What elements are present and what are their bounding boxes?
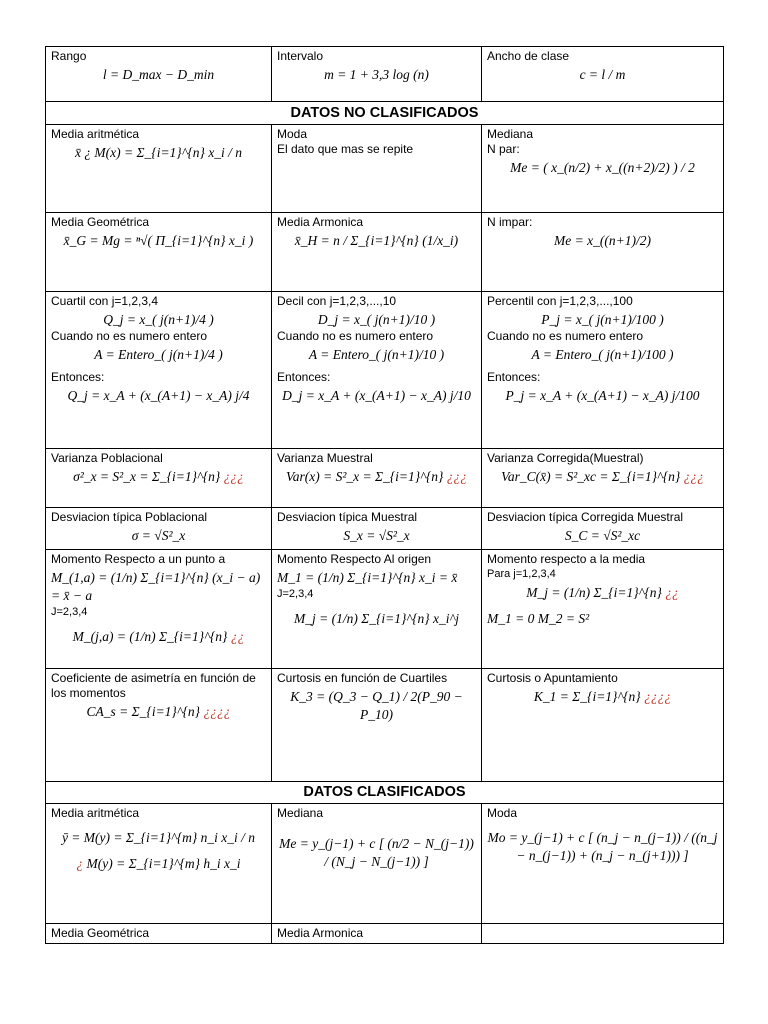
formula-text: M(y) = Σ_{i=1}^{m} h_i x_i xyxy=(86,856,241,871)
cell-label: Rango xyxy=(51,49,87,63)
cell-label: Cuartil con j=1,2,3,4 xyxy=(51,294,159,308)
formula: A = Entero_( j(n+1)/10 ) xyxy=(308,347,445,362)
formula: P_j = x_A + (x_(A+1) − x_A) j/100 xyxy=(505,388,700,403)
formula: Me = ( x_(n/2) + x_((n+2)/2) ) / 2 xyxy=(510,160,695,175)
cell-note: J=2,3,4 xyxy=(51,606,88,618)
cell-desviacion-poblacional xyxy=(46,508,272,550)
cell-note: Cuando no es numero entero xyxy=(277,329,434,343)
cell-percentil xyxy=(482,292,724,449)
formula: Q_j = x_( j(n+1)/4 ) xyxy=(103,312,214,327)
cell-label: Varianza Muestral xyxy=(277,451,373,465)
formula: c = l / m xyxy=(579,67,626,82)
cell-varianza-muestral xyxy=(272,449,482,508)
cell-label: Decil con j=1,2,3,...,10 xyxy=(277,294,397,308)
formula: D_j = x_( j(n+1)/10 ) xyxy=(317,312,436,327)
cell-ancho-clase xyxy=(482,47,724,102)
formula: Me = y_(j−1) + c [ (n/2 − N_(j−1)) / (N_j − N_(j−1)) ] xyxy=(279,836,474,869)
table-row xyxy=(46,508,724,550)
formula: P_j = x_( j(n+1)/100 ) xyxy=(541,312,664,327)
cell-note: Cuando no es numero entero xyxy=(51,329,208,343)
cell-label: Curtosis o Apuntamiento xyxy=(487,671,618,685)
cell-desviacion-corregida xyxy=(482,508,724,550)
cell-label: Momento Respecto Al origen xyxy=(277,552,432,566)
cell-label: Desviacion típica Poblacional xyxy=(51,510,208,524)
cell-label: Intervalo xyxy=(277,49,324,63)
formula: Me = x_((n+1)/2) xyxy=(554,233,651,248)
garbled-glyphs: ¿¿¿ xyxy=(223,469,244,484)
cell-label: Momento Respecto a un punto a xyxy=(51,552,226,566)
cell-label: Media Armonica xyxy=(277,926,364,940)
cell-curtosis-cuartiles xyxy=(272,669,482,782)
cell-c-media-aritmetica xyxy=(46,804,272,924)
cell-media-aritmetica xyxy=(46,125,272,213)
formula: x̄_G = Mg = ⁿ√( Π_{i=1}^{n} x_i ) xyxy=(63,233,254,248)
formula xyxy=(51,628,266,646)
table-row xyxy=(46,292,724,449)
section-heading: DATOS CLASIFICADOS xyxy=(46,782,724,804)
cell-label: Varianza Poblacional xyxy=(51,451,163,465)
cell-label: Mediana xyxy=(487,127,534,141)
table-row xyxy=(46,102,724,125)
formula xyxy=(51,703,266,721)
cell-label: Desviacion típica Corregida Muestral xyxy=(487,510,684,524)
table-row xyxy=(46,924,724,944)
garbled-glyphs: ¿¿ xyxy=(230,629,245,644)
cell-label: Coeficiente de asimetría en función de los momentos xyxy=(51,671,256,700)
formula: Mo = y_(j−1) + c [ (n_j − n_(j−1)) / ((n_j − n_(j−1)) + (n_j − n_(j+1))) ] xyxy=(487,830,718,863)
cell-media-armonica xyxy=(272,213,482,292)
formula: x̄_H = n / Σ_{i=1}^{n} (1/x_i) xyxy=(294,233,459,248)
table-row xyxy=(46,782,724,804)
formula-text: σ²_x = S²_x = Σ_{i=1}^{n} xyxy=(73,469,221,484)
cell-mediana xyxy=(482,125,724,213)
table-row xyxy=(46,550,724,669)
cell-label: Moda xyxy=(277,127,308,141)
formula-text: M_j = (1/n) Σ_{i=1}^{n} xyxy=(526,585,662,600)
cell-media-geometrica xyxy=(46,213,272,292)
cell-label: Momento respecto a la media xyxy=(487,552,646,566)
cell-note: Entonces: xyxy=(277,370,331,384)
formula: S_C = √S²_xc xyxy=(564,528,641,543)
formula: m = 1 + 3,3 log (n) xyxy=(324,67,429,82)
cell-label: Percentil con j=1,2,3,...,100 xyxy=(487,294,633,308)
formula-text: CA_s = Σ_{i=1}^{n} xyxy=(86,704,201,719)
cell-empty xyxy=(482,924,724,944)
cell-label: Ancho de clase xyxy=(487,49,570,63)
cell-c-moda xyxy=(482,804,724,924)
formula: σ = √S²_x xyxy=(131,528,186,543)
cell-label: N impar: xyxy=(487,215,533,229)
formula-text: M_(j,a) = (1/n) Σ_{i=1}^{n} xyxy=(72,629,228,644)
garbled-glyphs: ¿¿¿ xyxy=(683,469,704,484)
cell-text: El dato que mas se repite xyxy=(277,142,414,156)
garbled-glyphs: ¿¿¿¿ xyxy=(203,704,231,719)
formula: Q_j = x_A + (x_(A+1) − x_A) j/4 xyxy=(67,388,250,403)
formula: M_1 = (1/n) Σ_{i=1}^{n} x_i = x̄ xyxy=(277,570,458,585)
cell-c-media-armonica xyxy=(272,924,482,944)
cell-note: Entonces: xyxy=(487,370,541,384)
cell-label: Media Geométrica xyxy=(51,215,150,229)
formula xyxy=(487,584,718,602)
table-row xyxy=(46,213,724,292)
cell-curtosis-apuntamiento xyxy=(482,669,724,782)
cell-note: Cuando no es numero entero xyxy=(487,329,644,343)
section-heading: DATOS NO CLASIFICADOS xyxy=(46,102,724,125)
cell-intervalo xyxy=(272,47,482,102)
table-row xyxy=(46,804,724,924)
cell-c-media-geometrica xyxy=(46,924,272,944)
formula xyxy=(51,855,266,873)
formula-text: Var(x) = S²_x = Σ_{i=1}^{n} xyxy=(285,469,444,484)
cell-label: Media Armonica xyxy=(277,215,364,229)
cell-decil xyxy=(272,292,482,449)
cell-varianza-corregida xyxy=(482,449,724,508)
formula-text: Var_C(x̄) = S²_xc = Σ_{i=1}^{n} xyxy=(501,469,681,484)
formula xyxy=(487,688,718,706)
table-row xyxy=(46,669,724,782)
cell-moda xyxy=(272,125,482,213)
cell-momento-punto xyxy=(46,550,272,669)
cell-label: Moda xyxy=(487,806,518,820)
cell-sublabel: N par: xyxy=(487,142,520,156)
garbled-glyphs: ¿ xyxy=(76,856,84,871)
formula: x̄ ¿ M(x) = Σ_{i=1}^{n} x_i / n xyxy=(74,145,243,160)
cell-label: Media aritmética xyxy=(51,806,140,820)
cell-label: Curtosis en función de Cuartiles xyxy=(277,671,448,685)
cell-note: Para j=1,2,3,4 xyxy=(487,568,556,580)
formula: D_j = x_A + (x_(A+1) − x_A) j/10 xyxy=(282,388,471,403)
formula: M_(1,a) = (1/n) Σ_{i=1}^{n} (x_i − a) = x̄ − a xyxy=(51,570,261,603)
cell-momento-media xyxy=(482,550,724,669)
table-row xyxy=(46,47,724,102)
cell-label: Media Geométrica xyxy=(51,926,150,940)
table-row xyxy=(46,449,724,508)
cell-rango xyxy=(46,47,272,102)
cell-label: Desviacion típica Muestral xyxy=(277,510,418,524)
formula: M_j = (1/n) Σ_{i=1}^{n} x_i^j xyxy=(294,611,459,626)
cell-n-impar xyxy=(482,213,724,292)
cell-note: J=2,3,4 xyxy=(277,588,314,600)
formula: ȳ = M(y) = Σ_{i=1}^{m} n_i x_i / n xyxy=(61,830,256,845)
garbled-glyphs: ¿¿¿¿ xyxy=(644,689,672,704)
cell-asimetria xyxy=(46,669,272,782)
cell-cuartil xyxy=(46,292,272,449)
cell-desviacion-muestral xyxy=(272,508,482,550)
table-row xyxy=(46,125,724,213)
formula: S_x = √S²_x xyxy=(343,528,410,543)
cell-label: Varianza Corregida(Muestral) xyxy=(487,451,644,465)
cell-note: Entonces: xyxy=(51,370,105,384)
garbled-glyphs: ¿¿¿ xyxy=(446,469,468,484)
cell-c-mediana xyxy=(272,804,482,924)
formula: M_1 = 0 M_2 = S² xyxy=(487,611,590,626)
formula-sheet-table xyxy=(45,46,724,944)
formula xyxy=(487,468,718,486)
formula xyxy=(277,468,476,486)
formula-text: K_1 = Σ_{i=1}^{n} xyxy=(533,689,641,704)
cell-label: Mediana xyxy=(277,806,324,820)
formula: l = D_max − D_min xyxy=(102,67,215,82)
cell-label: Media aritmética xyxy=(51,127,140,141)
formula: K_3 = (Q_3 − Q_1) / 2(P_90 − P_10) xyxy=(290,689,463,722)
cell-momento-origen xyxy=(272,550,482,669)
formula: A = Entero_( j(n+1)/4 ) xyxy=(94,347,223,362)
formula: A = Entero_( j(n+1)/100 ) xyxy=(531,347,674,362)
garbled-glyphs: ¿¿ xyxy=(665,585,679,600)
formula xyxy=(51,468,266,486)
cell-varianza-poblacional xyxy=(46,449,272,508)
